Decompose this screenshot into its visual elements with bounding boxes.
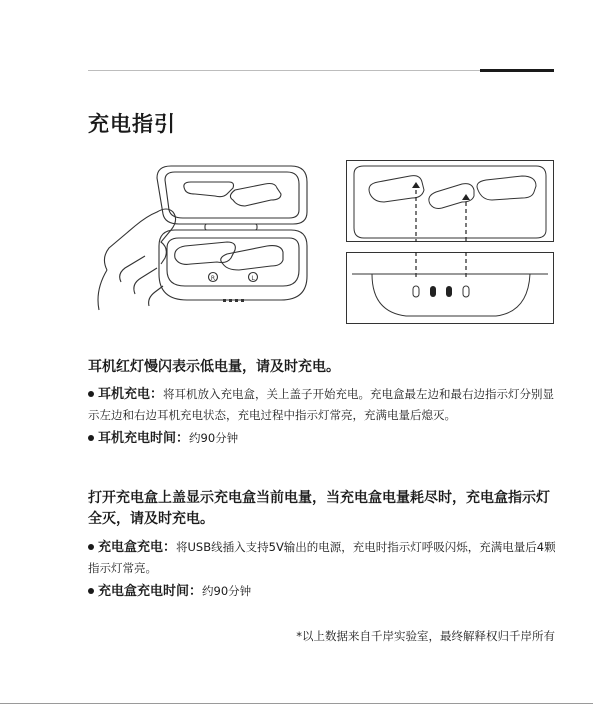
footnote: *以上数据来自千岸实验室，最终解释权归千岸所有: [296, 629, 555, 643]
bullet-icon: [88, 435, 94, 441]
page-title: 充电指引: [88, 112, 176, 136]
header-rule-accent: [480, 69, 554, 72]
section1-item2-text: 约90分钟: [189, 431, 239, 445]
section2-item1: [88, 537, 558, 579]
earbud-right-mark: R: [210, 275, 216, 282]
section1-item1-text: 将耳机放入充电盒，关上盖子开始充电。充电盒最左边和最右边指示灯分别显示左边和右边耳机充电状态，充电过程中指示灯常亮，充满电量后熄灭。: [88, 387, 555, 422]
section2-item2-text: 约90分钟: [202, 584, 252, 598]
section1-item2-label: 耳机充电时间：: [98, 431, 190, 446]
section1-item2: [88, 428, 558, 449]
charging-case-illustration: [95, 160, 320, 340]
bullet-icon: [88, 544, 94, 550]
section2-item2: [88, 581, 558, 602]
section2-item1-label: 充电盒充电：: [98, 540, 177, 555]
section1-item1-label: 耳机充电：: [98, 387, 164, 402]
section1-heading: 耳机红灯慢闪表示低电量，请及时充电。: [88, 359, 340, 375]
section1-item1: [88, 384, 558, 426]
section2-heading: 打开充电盒上盖显示充电盒当前电量，当充电盒电量耗尽时，充电盒指示灯全灭，请及时充电。: [88, 490, 550, 527]
bullet-icon: [88, 391, 94, 397]
earbud-left-mark: L: [251, 275, 255, 282]
earbuds-top-view-illustration: [346, 160, 554, 242]
bullet-icon: [88, 588, 94, 594]
footer-rule: [0, 703, 593, 704]
indicator-lights-illustration: [346, 252, 554, 324]
section2-item2-label: 充电盒充电时间：: [98, 584, 203, 599]
section2-item1-text: 将USB线插入支持5V输出的电源，充电时指示灯呼吸闪烁，充满电量后4颗指示灯常亮。: [88, 540, 556, 575]
